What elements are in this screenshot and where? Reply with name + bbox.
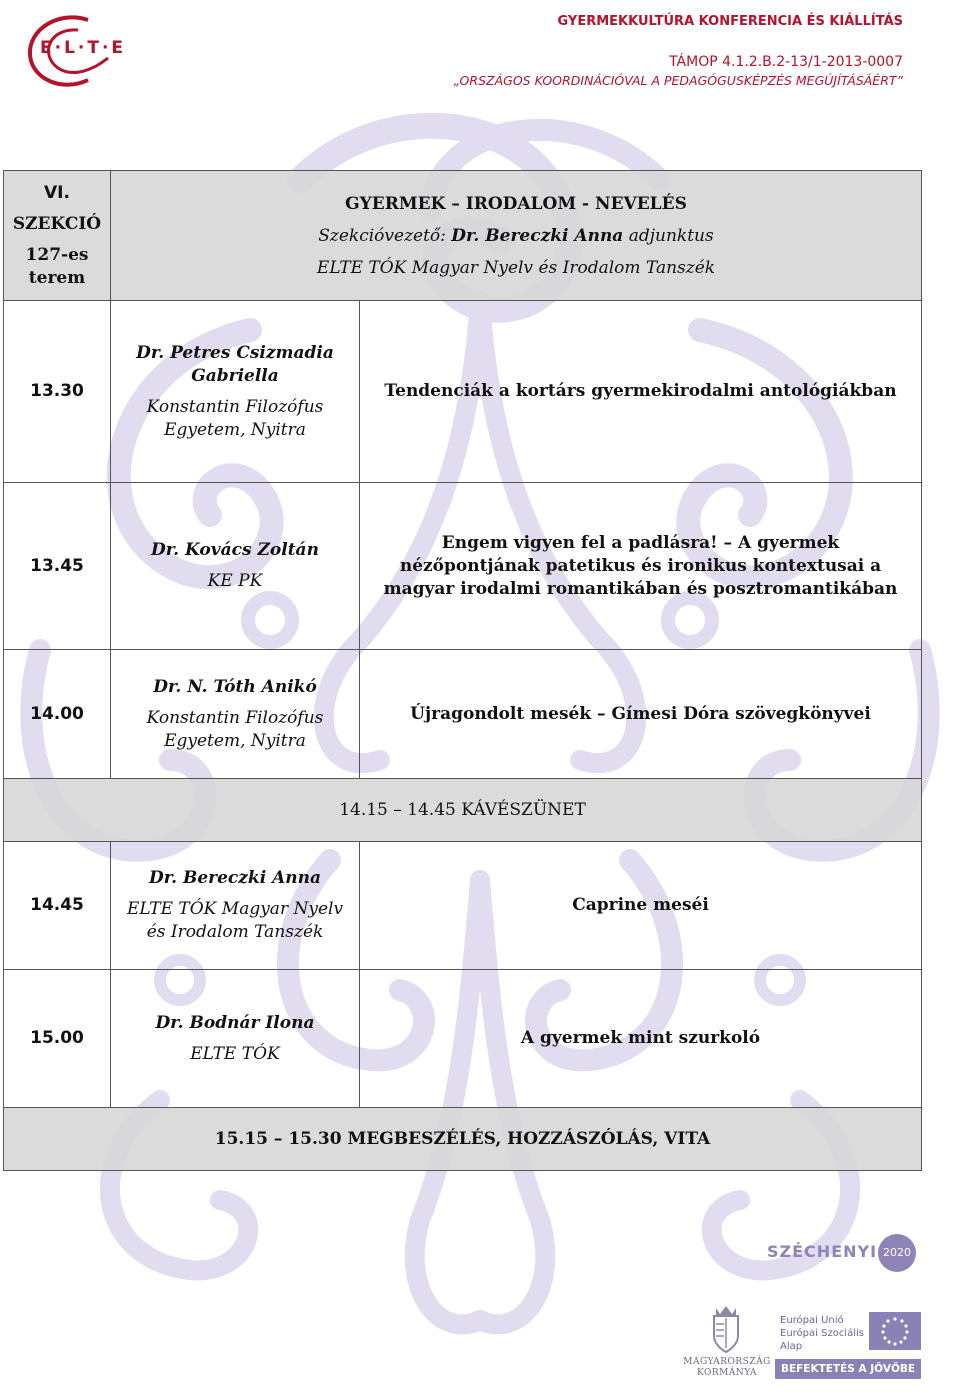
eu-fund-text: Európai Unió Európai Szociális Alap: [780, 1315, 864, 1352]
talk-title: Engem vigyen fel a padlásra! – A gyermek nézőpontjának patetikus és ironikus kontextusai a magyar irodalmi romantikában és posztromantikában: [360, 483, 922, 650]
table-row: [4, 650, 922, 779]
project-title: „ORSZÁGOS KOORDINÁCIÓVAL A PEDAGÓGUSKÉPZÉS MEGÚJÍTÁSÁÉRT”: [453, 73, 903, 88]
talk-affiliation: ELTE TÓK Magyar Nyelv: [126, 899, 344, 919]
section-chair-affiliation: ELTE TÓK Magyar Nyelv és Irodalom Tanszék: [316, 257, 716, 278]
section-info-cell: [111, 171, 922, 301]
coffee-break: 14.15 – 14.45 KÁVÉSZÜNET: [4, 779, 922, 842]
table-row: [4, 970, 922, 1108]
talk-speaker: Dr. Kovács Zoltán: [151, 540, 319, 560]
discussion-row: [4, 1108, 922, 1171]
talk-time: 13.30: [4, 301, 111, 483]
talk-title: Újragondolt mesék – Gímesi Dóra szövegkönyvei: [360, 650, 922, 779]
talk-title: A gyermek mint szurkoló: [360, 970, 922, 1108]
talk-speaker-cell: Dr. Bereczki Anna ELTE TÓK Magyar Nyelv és Irodalom Tanszék: [111, 842, 360, 970]
talk-speaker: Dr. N. Tóth Anikó: [153, 676, 317, 697]
talk-speaker: Dr. Bodnár Ilona: [155, 1012, 315, 1033]
talk-time: 14.00: [4, 650, 111, 779]
talk-title: Tendenciák a kortárs gyermekirodalmi antológiákban: [360, 301, 922, 483]
talk-affiliation: Konstantin Filozófus: [146, 396, 324, 417]
page-header: [0, 0, 960, 110]
section-header-row: [4, 171, 922, 301]
eu-banner: BEFEKTETÉS A JÖVŐBE: [775, 1359, 921, 1379]
table-row: [4, 483, 922, 650]
section-chair: Szekcióvezető: Dr. Bereczki Anna adjunktus: [318, 225, 714, 246]
talk-speaker-cell: [111, 970, 360, 1108]
talk-time: 13.45: [4, 483, 111, 650]
talk-affiliation: KE PK: [207, 571, 263, 591]
talk-affiliation: Konstantin Filozófus: [146, 707, 324, 728]
talk-speaker: Dr. Bereczki Anna: [148, 868, 322, 888]
schedule-table: [3, 170, 922, 1171]
discussion: 15.15 – 15.30 MEGBESZÉLÉS, HOZZÁSZÓLÁS, VITA: [4, 1108, 922, 1171]
government-logo-text: MAGYARORSZÁG KORMÁNYA: [683, 1357, 771, 1378]
talk-speaker-cell: [111, 483, 360, 650]
conference-title: GYERMEKKULTÚRA KONFERENCIA ÉS KIÁLLÍTÁS: [557, 14, 903, 29]
logo-text: E·L·T·E: [40, 38, 127, 58]
talk-speaker: Dr. Petres Csizmadia: [136, 342, 334, 363]
project-code: TÁMOP 4.1.2.B.2-13/1-2013-0007: [669, 54, 903, 70]
talk-time: 14.45: [4, 842, 111, 970]
talk-speaker-cell: Dr. Petres Csizmadia Gabriella Konstantin Filozófus Egyetem, Nyitra: [111, 301, 360, 483]
coffee-break-row: [4, 779, 922, 842]
talk-speaker-cell: Dr. N. Tóth Anikó Konstantin Filozófus Egyetem, Nyitra: [111, 650, 360, 779]
talk-time: 15.00: [4, 970, 111, 1108]
hungary-coat-of-arms-icon: [708, 1302, 744, 1354]
section-title: GYERMEK – IRODALOM - NEVELÉS: [345, 193, 687, 214]
szechenyi-logo-text: SZÉCHENYI: [767, 1242, 878, 1261]
talk-affiliation: ELTE TÓK: [190, 1043, 280, 1064]
table-row: [4, 842, 922, 970]
szechenyi-2020-icon: 2020: [878, 1234, 916, 1272]
table-row: [4, 301, 922, 483]
talk-title: Caprine meséi: [360, 842, 922, 970]
eu-flag-icon: [869, 1312, 921, 1350]
section-label-cell: VI. SZEKCIÓ 127-es terem: [4, 171, 111, 301]
